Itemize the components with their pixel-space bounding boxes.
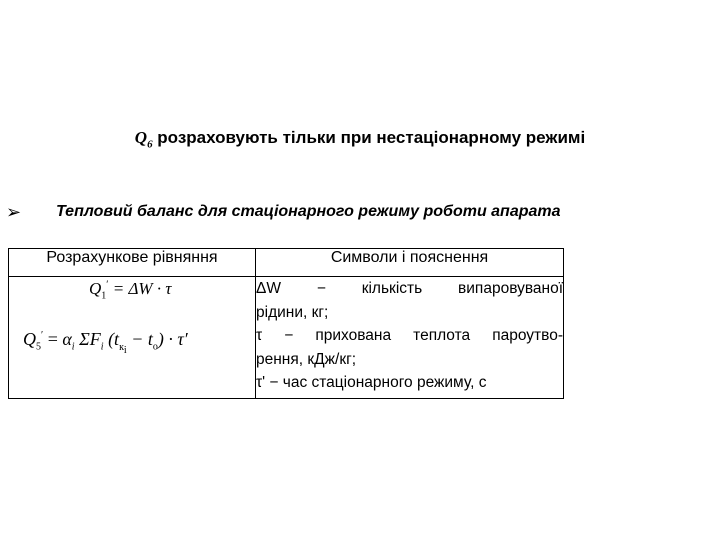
symbol-line: рідини, кг; <box>256 303 329 321</box>
heading-text: розраховують тільки при нестаціонарному режимі <box>152 128 586 147</box>
heat-balance-table <box>8 248 564 399</box>
symbol-line: τ − прихована теплота пароутво- <box>256 327 563 344</box>
symbol-line: рення, кДж/кг; <box>256 350 357 368</box>
header-equation: Розрахункове рівняння <box>9 249 256 277</box>
q6-symbol: $Q_6$ <box>134 128 153 151</box>
table-row <box>9 277 564 399</box>
page-heading <box>0 128 720 150</box>
symbol-line: ΔW − кількість випаровуваної <box>256 280 563 297</box>
equations-cell <box>9 277 256 399</box>
table-header-row <box>9 249 564 277</box>
symbol-line: τ' − час стаціонарного режиму, с <box>256 374 487 391</box>
section-subheading: Тепловий баланс для стаціонарного режиму роботи апарата <box>56 203 561 220</box>
equation-q5: $Q_5' = \alpha_i$ $\Sigma F_i$ $(t_{к_i} - t_o) \cdot \tau'$ <box>23 329 188 356</box>
arrow-bullet-icon: ➢ <box>6 202 22 223</box>
header-symbols: Символи і пояснення <box>256 249 564 277</box>
equation-q1: $Q_1' = \Delta W \cdot \tau$ <box>89 279 172 302</box>
symbols-cell <box>256 277 564 399</box>
